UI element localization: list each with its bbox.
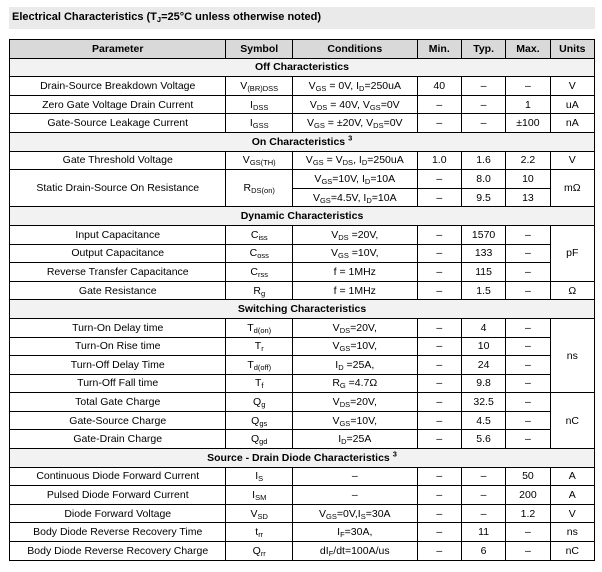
param-cell: Gate Threshold Voltage <box>10 151 226 170</box>
typ-cell: 32.5 <box>461 393 505 412</box>
symbol-cell: $R_{DS(on)}$ <box>226 170 293 207</box>
cond-cell: $V_{DS} = 40V$, $V_{GS}=0V$ <box>292 95 417 114</box>
header-typ: Typ. <box>461 40 505 59</box>
param-cell: Turn-On Rise time <box>10 337 226 356</box>
symbol-cell: $I_{DSS}$ <box>226 95 293 114</box>
cond-cell: $V_{GS}=10V$, <box>292 411 417 430</box>
param-cell: Body Diode Reverse Recovery Charge <box>10 542 226 561</box>
typ-cell: 24 <box>461 356 505 375</box>
max-cell: 2.2 <box>506 151 550 170</box>
table-row <box>10 170 595 189</box>
min-cell: – <box>417 95 461 114</box>
max-cell: 13 <box>506 188 550 207</box>
min-cell: – <box>417 504 461 523</box>
section-row <box>10 58 595 77</box>
max-cell: – <box>506 337 550 356</box>
max-cell: – <box>506 542 550 561</box>
param-cell: Diode Forward Voltage <box>10 504 226 523</box>
min-cell: – <box>417 393 461 412</box>
max-cell: – <box>506 318 550 337</box>
unit-cell: V <box>550 77 594 96</box>
symbol-cell: $V_{SD}$ <box>226 504 293 523</box>
unit-cell: pF <box>550 225 594 281</box>
param-cell: Output Capacitance <box>10 244 226 263</box>
param-cell: Input Capacitance <box>10 225 226 244</box>
table-row <box>10 337 595 356</box>
table-row <box>10 467 595 486</box>
cond-cell: $R_G =4.7\Omega$ <box>292 374 417 393</box>
section-row <box>10 132 595 151</box>
unit-cell: nC <box>550 542 594 561</box>
max-cell: 1.2 <box>506 504 550 523</box>
unit-cell: ns <box>550 318 594 392</box>
symbol-cell: $Q_{rr}$ <box>226 542 293 561</box>
min-cell: – <box>417 542 461 561</box>
typ-cell: 9.5 <box>461 188 505 207</box>
table-row <box>10 486 595 505</box>
min-cell: – <box>417 486 461 505</box>
unit-cell: uA <box>550 95 594 114</box>
typ-cell: 8.0 <box>461 170 505 189</box>
cond-cell: $V_{GS} = \pm 20V$, $V_{DS}=0V$ <box>292 114 417 133</box>
param-cell: Continuous Diode Forward Current <box>10 467 226 486</box>
param-cell: Turn-Off Delay Time <box>10 356 226 375</box>
cond-cell: $V_{GS}=10V$, <box>292 337 417 356</box>
max-cell: – <box>506 356 550 375</box>
header-conditions: Conditions <box>292 40 417 59</box>
cond-cell: – <box>292 486 417 505</box>
max-cell: 10 <box>506 170 550 189</box>
min-cell: – <box>417 188 461 207</box>
symbol-cell: $C_{rss}$ <box>226 263 293 282</box>
table-row <box>10 244 595 263</box>
unit-cell: V <box>550 151 594 170</box>
unit-cell: mΩ <box>550 170 594 207</box>
cond-cell: $I_F=30A$, <box>292 523 417 542</box>
param-cell: Total Gate Charge <box>10 393 226 412</box>
cond-cell: $V_{DS}=20V$, <box>292 393 417 412</box>
min-cell: – <box>417 225 461 244</box>
unit-cell: A <box>550 467 594 486</box>
max-cell: ±100 <box>506 114 550 133</box>
min-cell: 40 <box>417 77 461 96</box>
cond-cell: $V_{DS} =20V$, <box>292 225 417 244</box>
min-cell: – <box>417 356 461 375</box>
table-row <box>10 504 595 523</box>
min-cell: – <box>417 411 461 430</box>
symbol-cell: $T_r$ <box>226 337 293 356</box>
symbol-cell: $t_{rr}$ <box>226 523 293 542</box>
param-cell: Pulsed Diode Forward Current <box>10 486 226 505</box>
symbol-cell: $Q_g$ <box>226 393 293 412</box>
section-row <box>10 300 595 319</box>
cond-cell: f = 1MHz <box>292 263 417 282</box>
max-cell: – <box>506 374 550 393</box>
min-cell: – <box>417 114 461 133</box>
symbol-cell: $Q_{gd}$ <box>226 430 293 449</box>
section-title: Dynamic Characteristics <box>240 210 364 223</box>
cond-cell: f = 1MHz <box>292 281 417 300</box>
param-cell: Reverse Transfer Capacitance <box>10 263 226 282</box>
cond-cell: $V_{GS}=10V$, $I_D=10A$ <box>292 170 417 189</box>
min-cell: – <box>417 318 461 337</box>
table-row <box>10 95 595 114</box>
cond-cell: $dI_F/dt=100A/us$ <box>292 542 417 561</box>
max-cell: – <box>506 281 550 300</box>
table-title: Electrical Characteristics ($T_J=25^\circ C$ unless otherwise noted) <box>12 11 322 24</box>
max-cell: 1 <box>506 95 550 114</box>
min-cell: – <box>417 430 461 449</box>
symbol-cell: $C_{oss}$ <box>226 244 293 263</box>
unit-cell: Ω <box>550 281 594 300</box>
typ-cell: 11 <box>461 523 505 542</box>
table-row <box>10 523 595 542</box>
min-cell: – <box>417 170 461 189</box>
unit-cell: ns <box>550 523 594 542</box>
table-row <box>10 263 595 282</box>
max-cell: – <box>506 263 550 282</box>
section-title: Source - Drain Diode Characteristics <box>207 451 390 464</box>
section-title: Switching Characteristics <box>237 303 367 316</box>
section-title: On Characteristics <box>251 135 346 148</box>
max-cell: 200 <box>506 486 550 505</box>
table-row <box>10 411 595 430</box>
param-cell: Gate-Source Leakage Current <box>10 114 226 133</box>
table-row <box>10 393 595 412</box>
cond-cell: $V_{DS}=20V$, <box>292 318 417 337</box>
max-cell: – <box>506 77 550 96</box>
cond-cell: $V_{GS} =10V$, <box>292 244 417 263</box>
table-row <box>10 356 595 375</box>
typ-cell: – <box>461 486 505 505</box>
cond-cell: $V_{GS}=0V,I_S=30A$ <box>292 504 417 523</box>
table-row <box>10 77 595 96</box>
header-min: Min. <box>417 40 461 59</box>
header-symbol: Symbol <box>226 40 293 59</box>
symbol-cell: $T_{d(off)}$ <box>226 356 293 375</box>
typ-cell: – <box>461 77 505 96</box>
unit-cell: nC <box>550 393 594 449</box>
symbol-cell: $V_{(BR)DSS}$ <box>226 77 293 96</box>
min-cell: – <box>417 263 461 282</box>
electrical-characteristics-table <box>9 39 595 561</box>
symbol-cell: $Q_{gs}$ <box>226 411 293 430</box>
max-cell: – <box>506 244 550 263</box>
typ-cell: 1.6 <box>461 151 505 170</box>
cond-cell: $V_{GS} = 0V$, $I_D=250uA$ <box>292 77 417 96</box>
symbol-cell: $I_{GSS}$ <box>226 114 293 133</box>
symbol-cell: $R_g$ <box>226 281 293 300</box>
min-cell: – <box>417 337 461 356</box>
table-row <box>10 374 595 393</box>
section-row <box>10 207 595 226</box>
section-row <box>10 449 595 468</box>
cond-cell: $I_D =25A$, <box>292 356 417 375</box>
symbol-cell: $T_f$ <box>226 374 293 393</box>
typ-cell: 6 <box>461 542 505 561</box>
unit-cell: A <box>550 486 594 505</box>
param-cell: Static Drain-Source On Resistance <box>10 170 226 207</box>
param-cell: Body Diode Reverse Recovery Time <box>10 523 226 542</box>
min-cell: 1.0 <box>417 151 461 170</box>
footnote-mark: 3 <box>348 133 353 143</box>
cond-cell: – <box>292 467 417 486</box>
unit-cell: V <box>550 504 594 523</box>
max-cell: – <box>506 393 550 412</box>
max-cell: – <box>506 430 550 449</box>
section-title: Off Characteristics <box>255 61 349 74</box>
min-cell: – <box>417 374 461 393</box>
min-cell: – <box>417 244 461 263</box>
table-row <box>10 225 595 244</box>
max-cell: – <box>506 523 550 542</box>
max-cell: – <box>506 225 550 244</box>
min-cell: – <box>417 281 461 300</box>
typ-cell: – <box>461 95 505 114</box>
max-cell: 50 <box>506 467 550 486</box>
typ-cell: – <box>461 504 505 523</box>
table-row <box>10 114 595 133</box>
typ-cell: 4 <box>461 318 505 337</box>
cond-cell: $V_{GS}=4.5V$, $I_D=10A$ <box>292 188 417 207</box>
typ-cell: – <box>461 467 505 486</box>
max-cell: – <box>506 411 550 430</box>
typ-cell: 133 <box>461 244 505 263</box>
typ-cell: 4.5 <box>461 411 505 430</box>
header-row <box>10 40 595 59</box>
table-row <box>10 542 595 561</box>
symbol-cell: $T_{d(on)}$ <box>226 318 293 337</box>
header-parameter: Parameter <box>10 40 226 59</box>
table-row <box>10 430 595 449</box>
unit-cell: nA <box>550 114 594 133</box>
table-row <box>10 151 595 170</box>
param-cell: Turn-On Delay time <box>10 318 226 337</box>
footnote-mark: 3 <box>392 449 397 459</box>
typ-cell: – <box>461 114 505 133</box>
symbol-cell: $C_{iss}$ <box>226 225 293 244</box>
typ-cell: 5.6 <box>461 430 505 449</box>
min-cell: – <box>417 523 461 542</box>
typ-cell: 10 <box>461 337 505 356</box>
cond-cell: $I_D=25A$ <box>292 430 417 449</box>
param-cell: Gate-Source Charge <box>10 411 226 430</box>
param-cell: Gate Resistance <box>10 281 226 300</box>
symbol-cell: $I_S$ <box>226 467 293 486</box>
typ-cell: 1.5 <box>461 281 505 300</box>
typ-cell: 115 <box>461 263 505 282</box>
cond-cell: $V_{GS} = V_{DS}$, $I_D=250uA$ <box>292 151 417 170</box>
table-row <box>10 281 595 300</box>
param-cell: Drain-Source Breakdown Voltage <box>10 77 226 96</box>
typ-cell: 9.8 <box>461 374 505 393</box>
param-cell: Gate-Drain Charge <box>10 430 226 449</box>
typ-cell: 1570 <box>461 225 505 244</box>
symbol-cell: $I_{SM}$ <box>226 486 293 505</box>
param-cell: Zero Gate Voltage Drain Current <box>10 95 226 114</box>
param-cell: Turn-Off Fall time <box>10 374 226 393</box>
symbol-cell: $V_{GS(TH)}$ <box>226 151 293 170</box>
header-max: Max. <box>506 40 550 59</box>
header-units: Units <box>550 40 594 59</box>
min-cell: – <box>417 467 461 486</box>
table-row <box>10 318 595 337</box>
